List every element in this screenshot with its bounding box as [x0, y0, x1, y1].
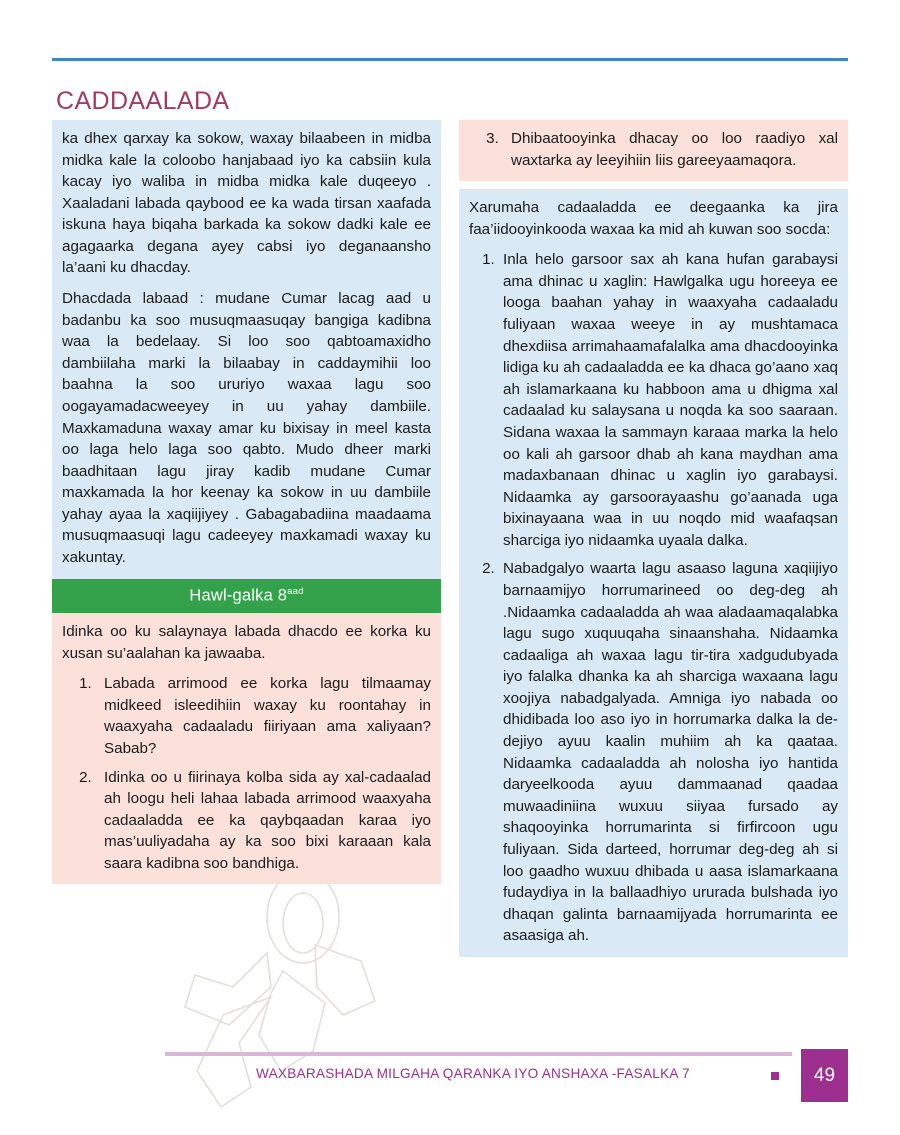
page-body — [52, 120, 848, 957]
activity-banner — [52, 579, 441, 614]
activity-question-list-continued — [469, 128, 838, 171]
list-item: 3. Dhibaatooyinka dhacay oo loo raadiyo xal waxtarka ay leeyihiin liis gareeyaamaqora. — [503, 128, 838, 171]
footer-rule — [165, 1052, 792, 1056]
list-item: 1. Labada arrimood ee korka lagu tilmaamay midkeed isleedihiin waxay ku roontahay in waaxyaha cadaaladu fiiriyaan ama xaliyaan? Sabab? — [96, 673, 431, 759]
footer-title: WAXBARASHADA MILGAHA QARANKA IYO ANSHAXA -FASALKA 7 — [256, 1066, 690, 1081]
benefits-intro: Xarumaha cadaaladda ee deegaanka ka jira faa’iidooyinkooda waxaa ka mid ah kuwan soo socda: — [469, 199, 838, 238]
list-item: 2. Nabadgalyo waarta lagu asaaso laguna xaqiijiyo barnaamijyo horrumarineed oo deg-deg ah .Nidaamka cadaaladda ah waa aladaamaqalabka lagu sugo xuquuqaha sinaanshaha. Nidaamka cadaaliga ah waxaa lagu tir-tira xadgudubyada iyo falalka dhanka ka ah sharciga waxaana lagu xoojiya nabadgalyada. Amniga iyo nabada oo dhidibada loo aso iyo in horrumarka dalka la de-dejiyo ayuu kaalin muhiim ah ka qaataa. Nidaamka cadaaladda ah nolosha iyo hantida daryeelkooda ayuu dammaanad qaadaa muwaadiniina wuxuu siiyaa fursado ay shaqooyinka horrumarinta si firfircoon ugu fuliyaan. Sida darteed, horrumar deg-deg ah si loo gaadho wuxuu dhibada u aasa islamarkaana fudaydiya in la ballaadhiyo ururada bulshada iyo dhaqan galinta barnaamijyada horrumarinta ee asaasiga ah. — [499, 558, 838, 946]
right-activity-block — [459, 120, 848, 181]
left-column — [52, 120, 441, 957]
activity-intro: Idinka oo ku salaynaya labada dhacdo ee korka ku xusan su’aalahan ka jawaaba. — [62, 623, 431, 662]
page-number-badge: 49 — [801, 1049, 848, 1102]
paragraph: ka dhex qarxay ka sokow, waxay bilaabeen in midba midka kale la coloobo hanjabaad iyo ka cabsiin kula kacay iyo waliba in midba midka kale duqeeyo . Xaaladani labada qaybood ee ka wada tirsan xaafada iskuna haya biqaha barkada ka sokow dadki kale ee agagaarka degana ayey cabsi iyo deganaansho la’aani ku dhacday. — [62, 130, 431, 277]
right-benefits-block — [459, 189, 848, 957]
benefits-list — [469, 249, 838, 947]
left-narrative-block — [52, 120, 441, 579]
page-title: CADDAALADA — [56, 86, 230, 115]
header-rule — [52, 58, 848, 61]
paragraph: Dhacdada labaad : mudane Cumar lacag aad u badanbu ka soo musuqmaasuqay bangiga kadibna waa la bedelaay. Si loo soo qabtoamaxidho dambiilaha marki la bilaabay in caddaymihii loo baahna la soo ururiyo waxaa lagu soo oogayamadacweeyey in uu yahay dambiile. Maxkamaduna waxay amar ku bixisay in meel kasta oo laga helo laga soo qabto. Mudo dheer marki baadhitaan lagu jiray kadib mudane Cumar maxkamada la hor keenay ka sokow in uu dambiile yahay ayaa la xaqiijiyey . Gabagabadiina maadaama musuqmaasuqi lagu cadeeyey maxkamadi waxay ku xakuntay. — [62, 290, 431, 566]
activity-banner-ordinal: aad — [287, 585, 304, 597]
right-column — [459, 120, 848, 957]
list-item: 2. Idinka oo u fiirinaya kolba sida ay xal-cadaalad ah loogu heli lahaa labada arrimood waaxyaha cadaaladda ee ka qaybqaadan karaa iyo mas’uuliyadaha ay ka soo bixi karaaan kala saara kadibna soo bandhiga. — [96, 767, 431, 875]
footer-square-marker — [771, 1072, 779, 1080]
activity-question-list — [62, 673, 431, 874]
list-item: 1. Inla helo garsoor sax ah kana hufan garabaysi ama dhinac u xaglin: Hawlgalka ugu horeeya ee looga baahan yahay in waaxyaha cadaaladu fuliyaan waxaa weeye in ay mushtamaca dhexdiisa arrimahaamafalalka ama dhacdooyinka lidiga ku ah cadaaladda ee ka dhaca go’aano xaq ah islamarkaana ku habboon ama u dhigma xal cadaalad ku salaysana u noqda ka soo saaraan. Sidana waxaa la sammayn karaaa marka la helo oo kali ah garsoor dhab ah kana maydhan ama madaxbanaan dhinac u xaglin iyo garabaysi. Nidaamka ay garsoorayaashu go’aanada uga bixinayaana waa in uu noqdo mid waafaqsan sharciga iyo nidaamka uyaala dalka. — [499, 249, 838, 551]
left-activity-block — [52, 613, 441, 884]
activity-banner-label: Hawl-galka 8 — [189, 586, 288, 605]
